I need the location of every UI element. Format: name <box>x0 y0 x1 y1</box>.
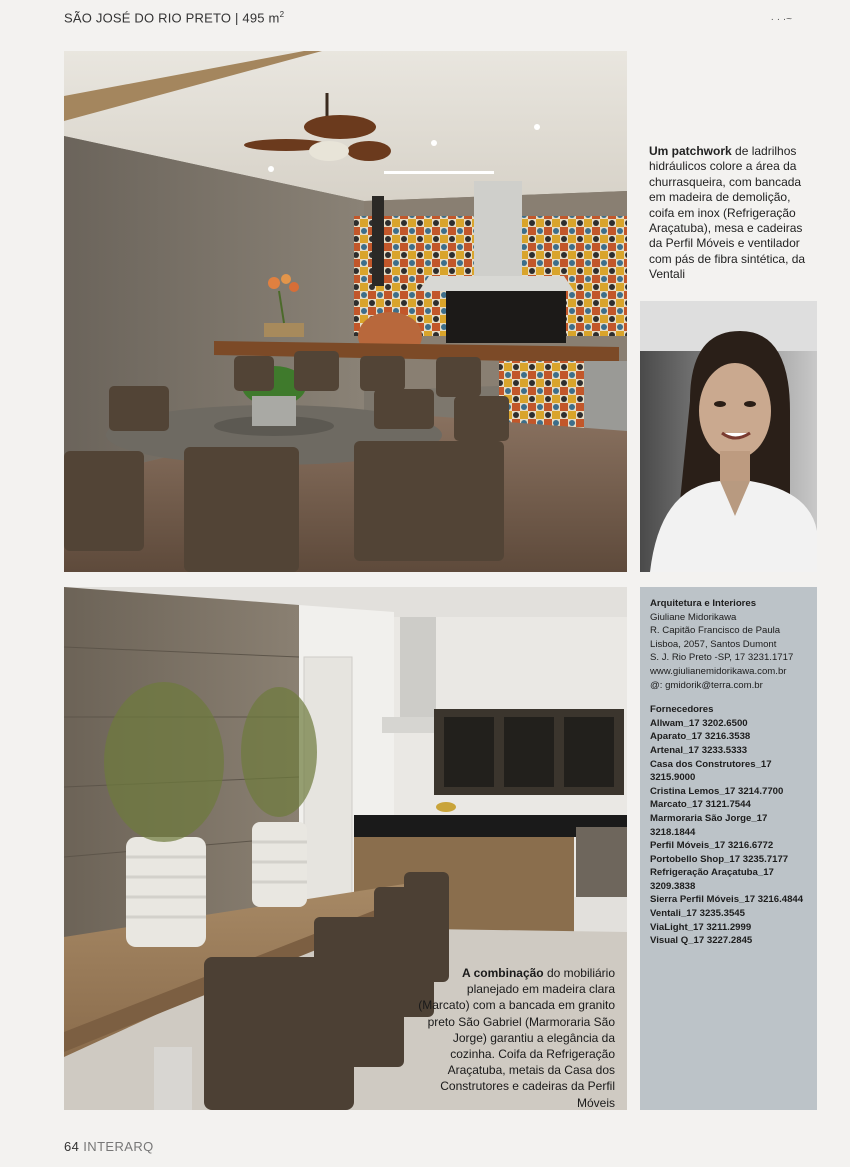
supplier-item <box>650 921 807 935</box>
supplier-name: Artenal <box>650 744 684 756</box>
supplier-item <box>650 866 807 893</box>
supplier-name: Ventali <box>650 908 681 920</box>
caption-top <box>649 144 819 283</box>
barbecue-area-illustration <box>64 51 627 572</box>
supplier-name: Refrigeração Araçatuba <box>650 867 758 879</box>
credits-title: Arquitetura e Interiores <box>650 598 757 609</box>
header-area-sup: 2 <box>279 10 285 19</box>
supplier-name: Casa dos Construtores <box>650 758 756 770</box>
page-header <box>64 10 284 25</box>
caption-bottom-lead: A combinação <box>462 966 544 980</box>
credits-sidebar <box>640 587 817 1110</box>
supplier-item <box>650 785 807 799</box>
supplier-phone: _17 3211.2999 <box>687 921 752 933</box>
supplier-phone: _17 3233.5333 <box>683 744 748 756</box>
supplier-name: Allwam <box>650 717 684 729</box>
supplier-phone: _17 3216.3538 <box>686 731 751 743</box>
supplier-item <box>650 907 807 921</box>
page-footer <box>64 1139 154 1154</box>
credits-email: @: gmidorik@terra.com.br <box>650 679 763 691</box>
supplier-phone: _17 3218.1844 <box>650 812 768 838</box>
supplier-item <box>650 839 807 853</box>
credits-line: Lisboa, 2057, Santos Dumont <box>650 638 777 650</box>
header-location: SÃO JOSÉ DO RIO PRETO <box>64 10 232 26</box>
supplier-phone: _17 3209.3838 <box>650 867 774 892</box>
suppliers-title: Fornecedores <box>650 704 714 716</box>
supplier-phone: _17 3216.4844 <box>739 894 804 906</box>
supplier-item <box>650 758 807 785</box>
supplier-item <box>650 798 807 812</box>
supplier-item <box>650 853 807 867</box>
supplier-item <box>650 717 807 731</box>
architect-portrait-photo <box>640 301 817 572</box>
supplier-item <box>650 730 807 744</box>
supplier-name: Portobello Shop <box>650 853 725 865</box>
caption-top-lead: Um patchwork <box>649 144 732 158</box>
barbecue-area-photo <box>64 51 627 572</box>
credits-line: Giuliane Midorikawa <box>650 611 737 623</box>
supplier-name: Perfil Móveis <box>650 840 710 852</box>
supplier-phone: _17 3202.6500 <box>683 717 748 729</box>
caption-bottom-text: do mobiliário planejado em madeira clara (Marcato) com a bancada em granito preto São Gabriel (Marmoraria São Jorge) garantiu a elegância da cozinha. Coifa da Refrigeração Araçatuba, metais da Casa dos Construtores e cadeiras da Perfil Móveis <box>418 966 615 1110</box>
architect-portrait-illustration <box>640 301 817 572</box>
supplier-phone: _17 3235.3545 <box>680 908 745 920</box>
supplier-name: Marmoraria São Jorge <box>650 812 752 824</box>
supplier-name: Cristina Lemos <box>650 785 720 797</box>
magazine-brand: INTERARQ <box>83 1139 154 1154</box>
supplier-name: Aparato <box>650 731 687 743</box>
credits-line: S. J. Rio Preto -SP, 17 3231.1717 <box>650 652 794 664</box>
supplier-item <box>650 812 807 839</box>
supplier-name: Sierra Perfil Móveis <box>650 894 740 906</box>
supplier-phone: _17 3216.6772 <box>709 840 774 852</box>
header-separator: | <box>235 10 239 26</box>
corner-mark: · · ·~ <box>770 14 792 25</box>
supplier-item <box>650 934 807 948</box>
supplier-name: Marcato <box>650 799 687 811</box>
supplier-list <box>650 717 807 948</box>
supplier-phone: _17 3227.2845 <box>688 935 753 947</box>
supplier-phone: _17 3214.7700 <box>719 785 784 797</box>
supplier-item <box>650 744 807 758</box>
credits-line: R. Capitão Francisco de Paula <box>650 625 781 637</box>
supplier-name: ViaLight <box>650 921 688 933</box>
caption-bottom <box>415 965 615 1111</box>
credits-website: www.giulianemidorikawa.com.br <box>650 665 787 677</box>
supplier-item <box>650 893 807 907</box>
supplier-phone: _17 3121.7544 <box>686 799 751 811</box>
header-area: 495 m <box>242 10 280 26</box>
supplier-phone: _17 3235.7177 <box>724 853 789 865</box>
page-number: 64 <box>64 1139 80 1154</box>
caption-top-text: de ladrilhos hidráulicos colore a área da churrasqueira, com bancada em madeira de demolição, coifa em inox (Refrigeração Araçatuba), mesa e cadeiras da Perfil Móveis e ventilador com pás de fibra sintética, da Ventali <box>649 144 806 282</box>
supplier-phone: _17 3215.9000 <box>650 758 772 784</box>
supplier-name: Visual Q <box>650 935 689 947</box>
